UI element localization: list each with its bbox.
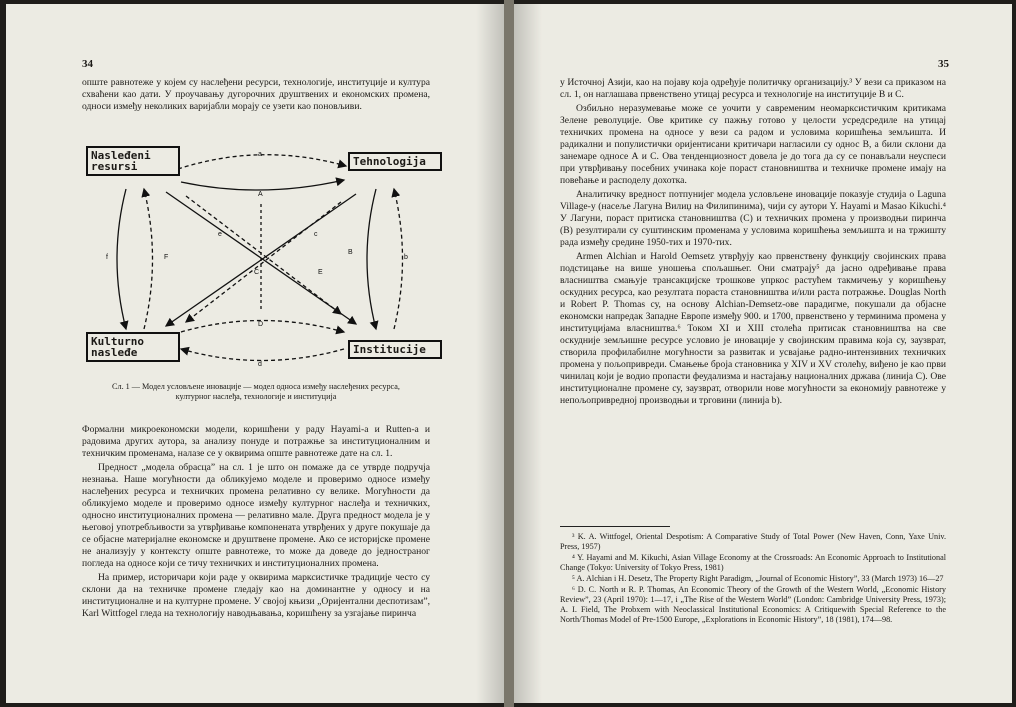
gutter-shadow-right — [514, 4, 542, 703]
footnote-6: ⁶ D. C. North и R. P. Thomas, An Economic Theory of the Growth of the Western World, „Economic History Review”, 23 (April 1970): 1—17, i „The Rise of the Western World” (London: Cambridge University Press, 1973); A. I. Field, The Probxem with Neoclassical Institutional Economics: A Critiquewith Special Reference to the North/Thomas Model of Pre-1500 Europe, „Explorations in Economic History”, 18 (1981), 174—98. — [560, 585, 946, 624]
diagram-label-E: E — [318, 269, 323, 276]
right-body — [560, 77, 946, 407]
footnote-rule — [560, 526, 670, 527]
diagram-label-d: d — [258, 361, 262, 368]
page-number-left: 34 — [82, 58, 93, 70]
left-paragraph-2: Формални микроекономски модели, коришћени у раду Hayami-а и Rutten-а и радовима других аутора, за анализу понуде и потражње за институционалним и техничким променама, налазе се у оквирима опште равнотеже дате на сл. 1. — [82, 424, 430, 459]
left-page — [6, 4, 504, 703]
right-paragraph-2: Озбиљно неразумевање може се уочити у савременим неомарксистичким критикама Зелене револуције. Ове критике су пажњу готово у целости усредсредиле на утицај техничких промена на односе у вези са радом и условима коришћења земљишта. И радикални и популистички оријентисани критичари нагласили су однос В, а били склони да занемаре односе А и С. Ова тенденциозност довела је до тога да су се понављали неуспеси при утврђивању посебних учинака које пораст становништва и техничке промене имају на повећање и расподелу дохотка. — [560, 103, 946, 186]
right-paragraph-4: Armen Alchian и Harold Oemsetz утврђују као првенствену функцију својинских права подстицање на више уношења спољашњег. Они сматрају⁵ да јасно одређивање права власништва смањује трансакцијске трошкове упркос растућем такмичењу у коришћењу оскудних ресурса, као резултата пораста становништва и/или раста потражње. Douglas North и Robert P. Thomas су, на основу Alchian-Demsetz-ове парадигме, покушали да објасне економски напредак Западне Европе између 900. и 1700, првенствено у терминима промена у институцијама власништва.⁶ Током XI и XIII столећа притисак становништва на све оскудније земљишне ресурсе условио је иновације у својинским правима која су, заузврат, створила профилабилне могућности за развитак и усвајање радно-интензивних техничких промена у пољопривреди. Смањење броја становника у XIV и XV столећу, виђено је као први чинилац који је водио пропасти феудализма и настајању националних држава (линија C). Ове институционалне промене су, заузврат, отворили нове могућности за економију равнотеже у непољопривредној производњи и трговини (линија b). — [560, 251, 946, 406]
right-page — [514, 4, 1012, 703]
box-nasledeni-resursi: Nasleđeni resursi — [86, 146, 180, 176]
diagram-label-D: D — [258, 321, 264, 328]
footnote-4: ⁴ Y. Hayami and M. Kikuchi, Asian Village Economy at the Crossroads: An Economic Approach to Institutional Change (Tokyo: University of Tokyo Press, 1981) — [560, 553, 946, 572]
book-gutter — [504, 0, 514, 707]
right-paragraph-1: у Источној Азији, као на појаву која одређује политичку организацију.³ У вези са приказом на сл. 1, он наглашава првенствено утицај ресурса и технологије на институције В и С. — [560, 77, 946, 100]
figure-caption: Сл. 1 — Модел условљене иновације — модел односа између наслеђених ресурса, културног наслеђа, технологије и институција — [112, 382, 400, 401]
footnote-3: ³ K. A. Wittfogel, Oriental Despotism: A Comparative Study of Total Power (New Haven, Conn, Yaxe Univ. Press, 1957) — [560, 532, 946, 551]
gutter-shadow-left — [476, 4, 504, 703]
right-paragraph-3: Аналитичку вредност потпунијег модела условљене иновације показује студија о Laguna Village-у (насеље Лагуна Вилиџ на Филипинима), чији су аутори Y. Hayami и Masao Kikuchi.⁴ У Лагуни, пораст притиска становништва (C) и техничких промена у производњи пиринча (B) резултирали су суштинским променама у условима коришћења земљишта и на тржишту рада између средине 1950-тих и 1970-тих. — [560, 189, 946, 248]
diagram-label-b: b — [404, 254, 408, 261]
diagram-label-a: a — [258, 151, 262, 158]
left-paragraph-1: опште равнотеже у којем су наслеђени ресурси, технологије, институције и култура схваћени као дати. У проучавању дугорочних друштвених и економских промена, односи између неколиких варијабли морају се узети као поновљиви. — [82, 77, 430, 112]
box-tehnologija: Tehnologija — [348, 152, 442, 171]
box-kulturno-nasledje: Kulturno nasleđe — [86, 332, 180, 362]
footnotes — [560, 532, 946, 626]
box-institucije: Institucije — [348, 340, 442, 359]
left-paragraph-4: На пример, историчари који раде у оквирима марксистичке традиције често су склони да на техничке промене гледају као на доминантне у односу и на институционалне и на културне промене. У својој књизи „Оријентални деспотизам”, Karl Wittfogel гледа на технологију наводњавања, коришћену за узгајање пиринча — [82, 572, 430, 619]
diagram-label-C: C — [254, 269, 260, 276]
page-number-right: 35 — [938, 58, 949, 70]
footnote-5: ⁵ A. Alchian i H. Desetz, The Property Right Paradigm, „Journal of Economic History”, 33 (March 1973) 16—27 — [572, 574, 944, 583]
diagram-label-A: A — [258, 191, 263, 198]
diagram-label-F: F — [164, 254, 169, 261]
figure-1-diagram — [86, 144, 436, 376]
left-body — [82, 424, 430, 620]
diagram-label-e: e — [218, 231, 222, 238]
diagram-label-f: f — [106, 254, 108, 261]
diagram-label-B: B — [348, 249, 353, 256]
left-paragraph-3: Предност „модела обрасца” на сл. 1 је што он помаже да се утврде подручја незнања. Наше могућности да обликујемо моделе и проверимо односе између наслеђених ресурса и техничких промена релативно су велике. Могућности да обликујемо моделе и проверимо односе између културног наслеђа и техничких, односно институционалних промена — релативно мале. Друга предност модела је у његовој употребљивости за утврђивање компонената утврђених у друге покушаје да се објасне материјалне економске и друштвене промене. Ако се историјске промене не анализују у контексту опште равнотеже, то може да доведе до једностраног погледа на односе који се тичу техничких и институционалних промена. — [82, 462, 430, 569]
diagram-label-c: c — [314, 231, 318, 238]
